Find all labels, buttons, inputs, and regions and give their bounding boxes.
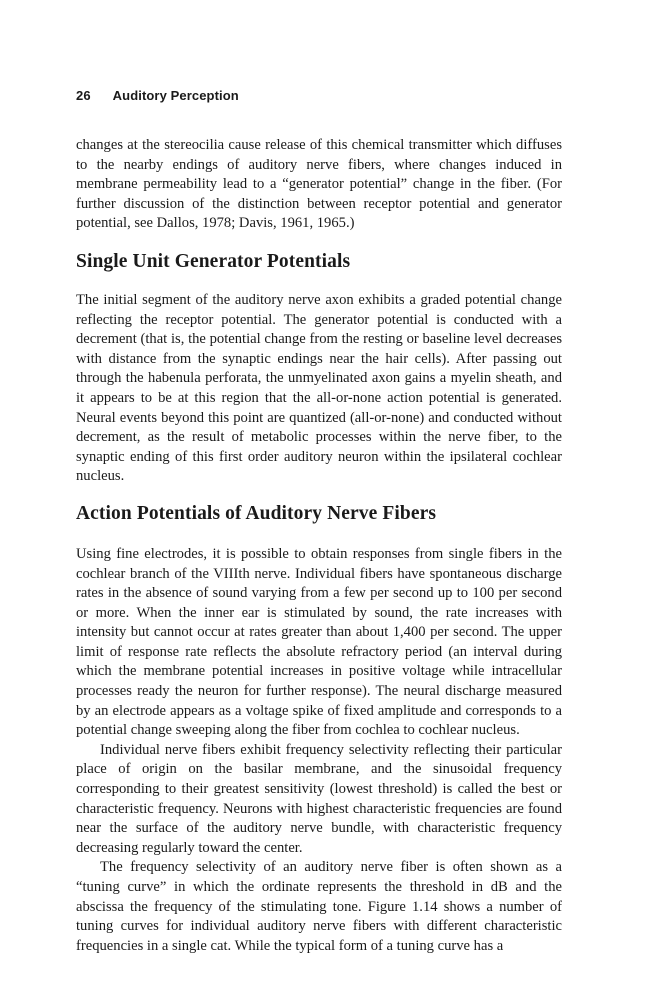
paragraph-action-potentials-3: The frequency selectivity of an auditory nerve fiber is often shown as a “tuning curve” in which the ordinate represents the threshold in dB and the abscissa the frequency of the stimulating tone. Figure 1.14 shows a number of tuning curves for individual auditory nerve fibers with different characteristic frequencies in a single cat. While the typical form of a tuning curve has a [76, 859, 562, 954]
section-heading-generator-potentials: Single Unit Generator Potentials [76, 250, 351, 272]
paragraph-generator-potentials: The initial segment of the auditory nerve axon exhibits a graded potential change reflecting the receptor potential. The generator potential is conducted with a decrement (that is, the potential change from the resting or baseline level decreases with distance from the synaptic endings near the hair cells). After passing out through the habenula perforata, the unmyelinated axon gains a myelin sheath, and it appears to be at this region that the all-or-none action potential is generated. Neural events beyond this point are quantized (all-or-none) and conducted without decrement, as the result of metabolic processes within the nerve fiber, to the synaptic ending of this first order auditory neuron within the ipsilateral cochlear nucleus. [76, 291, 562, 485]
section-heading-action-potentials: Action Potentials of Auditory Nerve Fibers [76, 502, 437, 524]
running-title: Auditory Perception [112, 88, 239, 103]
body-text [76, 136, 562, 956]
running-header [76, 88, 239, 103]
paragraph-intro: changes at the stereocilia cause release of this chemical transmitter which diffuses to the nearby endings of auditory nerve fibers, where changes induced in membrane permeability lead to a “generator potential” change in the fiber. (For further discussion of the distinction between receptor potential and generator potential, see Dallos, 1978; Davis, 1961, 1965.) [76, 137, 562, 232]
paragraph-action-potentials-2: Individual nerve fibers exhibit frequency selectivity reflecting their particular place of origin on the basilar membrane, and the sinusoidal frequency corresponding to their greatest sensitivity (lowest threshold) is called the best or characteristic frequency. Neurons with highest characteristic frequencies are found near the surface of the auditory nerve bundle, with characteristic frequency decreasing regularly toward the center. [76, 741, 562, 856]
page-number: 26 [76, 88, 91, 103]
paragraph-action-potentials-1: Using fine electrodes, it is possible to obtain responses from single fibers in the cochlear branch of the VIIIth nerve. Individual fibers have spontaneous discharge rates in the absence of sound varying from a few per second up to 100 per second or more. When the inner ear is stimulated by sound, the rate increases with intensity but cannot occur at rates greater than about 1,400 per second. The upper limit of response rate reflects the absolute refractory period (an interval during which the membrane potential increases in positive voltage while intracellular processes ready the neuron for further response). The neural discharge measured by an electrode appears as a voltage spike of fixed amplitude and corresponds to a potential change sweeping along the fiber from cochlea to cochlear nucleus. [76, 545, 562, 739]
